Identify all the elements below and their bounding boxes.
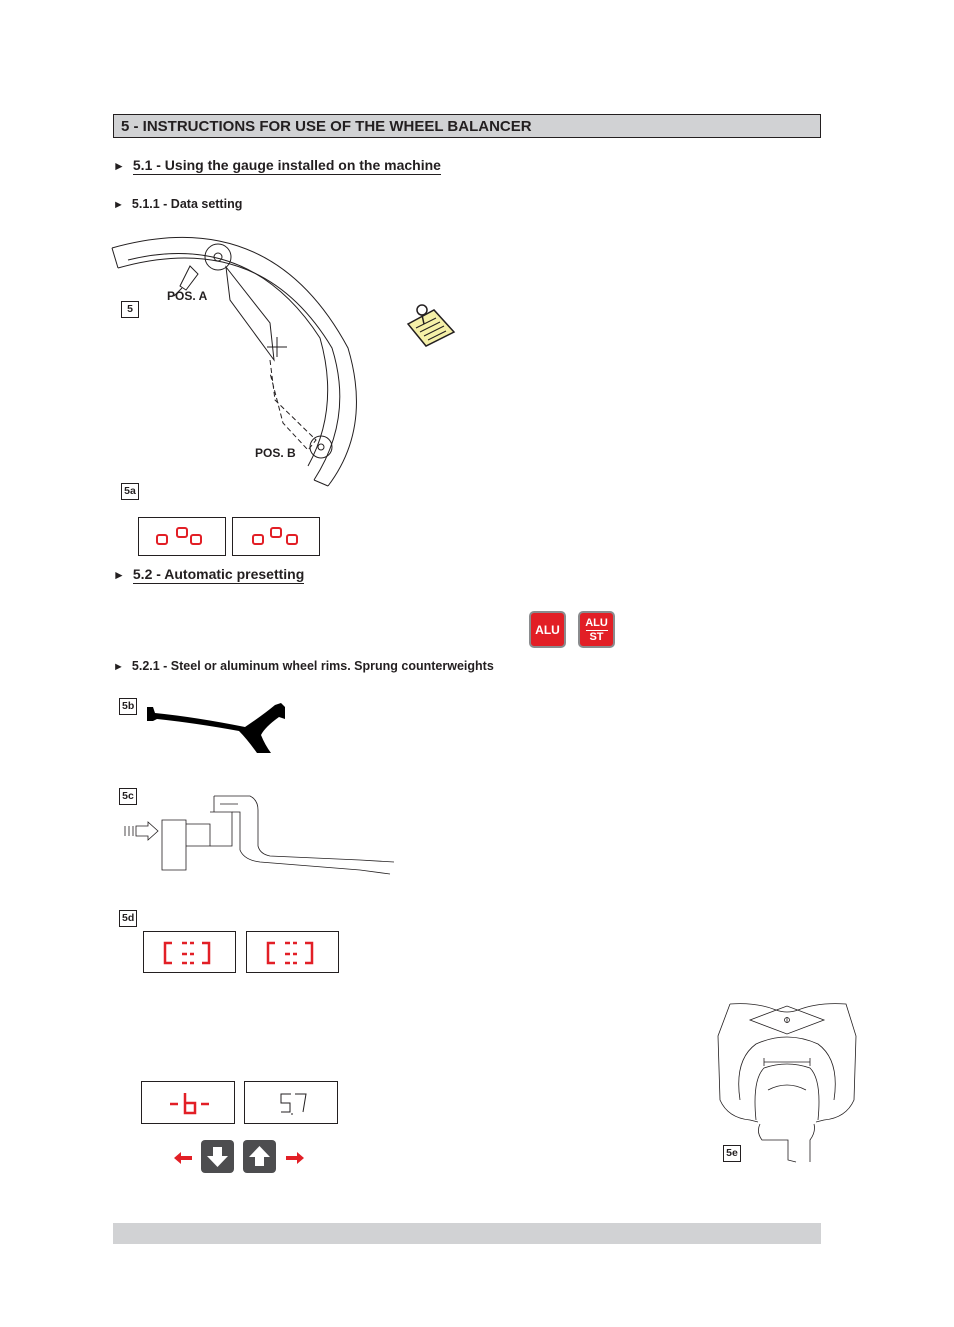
display-right-5a — [232, 517, 320, 556]
alu-st-button-top-label: ALU — [585, 616, 608, 629]
display-left-5d — [143, 931, 236, 973]
red-arrow-left-icon — [172, 1150, 194, 1166]
display-right-5d — [246, 931, 339, 973]
heading-5-2-text: 5.2 - Automatic presetting — [132, 566, 305, 582]
alu-st-button-bottom-label: ST — [586, 630, 608, 643]
section-title: 5 - INSTRUCTIONS FOR USE OF THE WHEEL BALANCER — [121, 118, 532, 135]
position-a-label: POS. A — [167, 289, 208, 303]
rim-profile-drawing — [145, 697, 295, 757]
gauge-on-rim-drawing — [120, 790, 400, 880]
red-arrow-right-icon — [284, 1150, 306, 1166]
position-b-label: POS. B — [255, 446, 296, 460]
heading-5-2 — [113, 566, 304, 582]
alu-st-button[interactable] — [578, 611, 615, 648]
segment-readout-circles — [233, 518, 319, 555]
figure-label-5e: 5e — [723, 1145, 741, 1162]
segment-readout-brackets — [144, 932, 235, 972]
figure-label-5b: 5b — [119, 698, 137, 715]
gauge-arm-drawing — [110, 228, 360, 490]
figure-label-5d: 5d — [119, 910, 137, 927]
alu-button[interactable] — [529, 611, 566, 648]
arrow-down-button[interactable] — [201, 1140, 234, 1173]
arrow-up-icon — [243, 1140, 276, 1173]
figure-label-5a: 5a — [121, 483, 139, 500]
arrow-up-button[interactable] — [243, 1140, 276, 1173]
figure-label-5: 5 — [121, 301, 139, 318]
bullet-arrow-icon: ► — [113, 159, 125, 173]
arrow-down-icon — [201, 1140, 234, 1173]
heading-5-1-1 — [113, 197, 242, 211]
tyre-section-drawing — [716, 1000, 858, 1165]
figure-label-5c: 5c — [119, 788, 137, 805]
display-right-distance — [244, 1081, 338, 1124]
bullet-arrow-icon: ► — [113, 199, 124, 211]
heading-5-2-1 — [113, 659, 494, 673]
heading-5-2-1-text: 5.2.1 - Steel or aluminum wheel rims. Sprung counterweights — [131, 659, 494, 673]
segment-readout-value — [245, 1082, 337, 1123]
segment-readout-circles — [139, 518, 225, 555]
display-left-5a — [138, 517, 226, 556]
bullet-arrow-icon: ► — [113, 661, 124, 673]
heading-5-1-text: 5.1 - Using the gauge installed on the machine — [132, 157, 441, 173]
alu-button-label: ALU — [535, 622, 560, 637]
note-pin-icon — [404, 302, 458, 348]
section-title-bar — [113, 114, 821, 138]
display-left-distance — [141, 1081, 235, 1124]
footer-bar — [113, 1223, 821, 1244]
segment-readout-b — [142, 1082, 234, 1123]
heading-5-1 — [113, 157, 441, 173]
heading-5-1-1-text: 5.1.1 - Data setting — [131, 197, 243, 211]
bullet-arrow-icon: ► — [113, 568, 125, 582]
segment-readout-brackets — [247, 932, 338, 972]
